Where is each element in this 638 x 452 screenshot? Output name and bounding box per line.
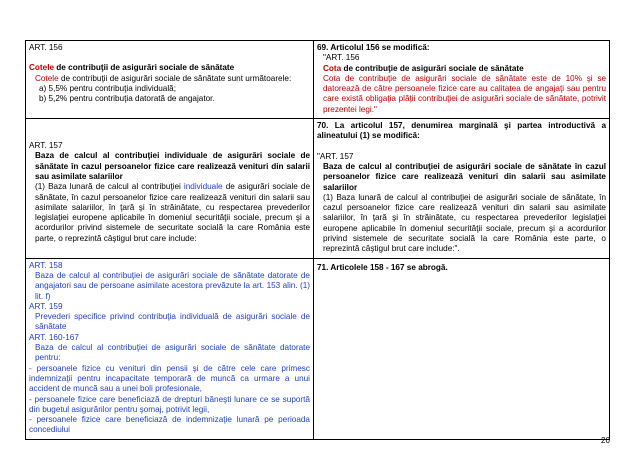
- new-art-157-title: Baza de calcul al contribuţiei de asigurări sociale de sănătate în cazul persoanelor fizice care realizează venituri din salarii sau asimilate salariilor: [323, 161, 606, 192]
- table-row: [26, 119, 610, 259]
- table-row: [26, 41, 610, 119]
- art-160-167-label: ART. 160-167: [29, 332, 79, 342]
- comparison-table: [25, 40, 610, 440]
- art-156-title: Cotele de contribuţii de asigurări sociale de sănătate: [29, 63, 235, 73]
- amendment-71-heading: 71. Articolele 158 - 167 se abrogă.: [317, 262, 448, 272]
- new-art-156-label: "ART. 156: [323, 53, 360, 63]
- row2-left-cell: [26, 119, 314, 259]
- amendment-70-heading: 70. La articolul 157, denumirea marginală şi partea introductivă a alineatului (1) se modifică:: [317, 121, 606, 141]
- row1-left-cell: [26, 41, 314, 119]
- table-row: [26, 258, 610, 439]
- new-art-156-body: Cota de contribuţie de asigurări sociale de sănătate este de 10% şi se datorează de către persoanele fizice care au calitatea de angajaţi sau pentru care există obligaţia plăţii contribuţiei de asigurări sociale de sănătate, potrivit prezentei legi.": [323, 73, 606, 114]
- art-156-intro: Cotele de contribuţii de asigurări sociale de sănătate sunt următoarele:: [35, 73, 292, 83]
- amendment-69-heading: 69. Articolul 156 se modifică:: [317, 43, 430, 52]
- art-156-label: ART. 156: [29, 43, 63, 52]
- art-160-item-2: - persoanele fizice care beneficiază de drepturi băneşti lunare ce se suportă din bugetul asigurărilor pentru şomaj, potrivit legii,: [29, 394, 310, 414]
- art-159-label: ART. 159: [29, 301, 63, 311]
- row3-left-cell: [26, 258, 314, 439]
- art-157-title: Baza de calcul al contribuţiei individuale de asigurări sociale de sănătate în cazul persoanelor fizice care realizează venituri din salarii sau asimilate salariilor: [35, 151, 310, 181]
- art-159-body: Prevederi specifice privind contribuţia individuală de asigurări sociale de sănătate: [35, 312, 310, 332]
- art-160-item-3: - persoanele fizice care beneficiază de indemnizaţie lunară pe perioada concediului: [29, 415, 310, 435]
- new-art-157-paragraph-1: (1) Baza lunară de calcul al contribuţiei de asigurări sociale de sănătate, în cazul persoanelor fizice care realizează venituri din salarii sau asimilate salariilor, în ţară şi în străinătate, cu respectarea prevederilor legislaţiei europene aplicabile în domeniul securităţii sociale, precum şi a acordurilor privind sistemele de securitate socială la care România este parte, o reprezintă câştigul brut care include:".: [323, 192, 606, 254]
- row3-right-cell: [314, 258, 610, 439]
- art-157-paragraph-1: (1) Baza lunară de calcul al contribuţiei individuale de asigurări sociale de sănătate, în cazul persoanelor fizice care realizează venituri din salarii sau asimilate salariilor, în ţară şi în străinătate, cu respectarea prevederilor legislaţiei europene aplicabile în domeniul securităţii sociale, precum şi a acordurilor privind sistemele de securitate socială la care România este parte, o reprezintă câştigul brut care include:: [35, 182, 310, 243]
- new-art-156-title: Cota de contribuţie de asigurări sociale de sănătate: [323, 63, 524, 73]
- art-156-item-a: a) 5,5% pentru contribuţia individuală;: [39, 83, 176, 93]
- art-160-167-body: Baza de calcul al contribuţiei de asigurări sociale de sănătate datorate pentru:: [35, 343, 310, 363]
- art-156-item-b: b) 5,2% pentru contribuţia datorată de angajator.: [39, 94, 215, 104]
- row2-right-cell: [314, 119, 610, 259]
- page-number: 20: [601, 436, 610, 445]
- art-158-body: Baza de calcul al contribuţiei de asigurări sociale de sănătate datorate de angajatori sau de persoane asimilate acestora prevăzute la art. 153 alin. (1) lit. f): [35, 270, 310, 301]
- art-158-label: ART. 158: [29, 260, 63, 270]
- new-art-157-label: "ART. 157: [317, 151, 354, 161]
- row1-right-cell: [314, 41, 610, 119]
- art-160-item-1: - persoanele fizice cu venituri din pensii şi de către cele care primesc indemnizaţii pentru incapacitate temporară de muncă ca urmare a unui accident de muncă sau a unei boli profesionale,: [29, 363, 310, 394]
- art-157-label: ART. 157: [29, 141, 63, 151]
